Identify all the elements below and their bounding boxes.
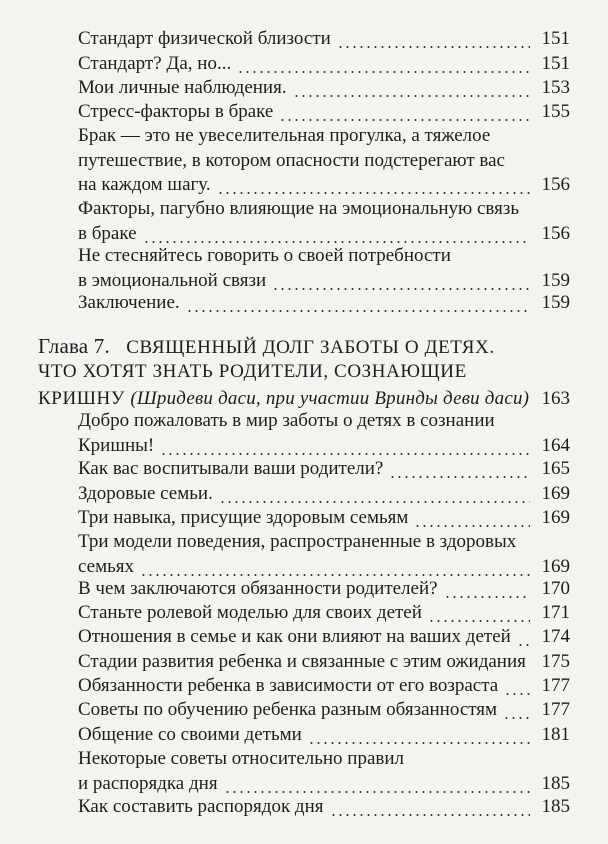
dot-leader <box>217 192 530 194</box>
dot-leader <box>293 95 530 97</box>
dot-leader <box>330 814 531 816</box>
dot-leader <box>272 288 530 290</box>
page-number: 159 <box>541 269 570 291</box>
chapter-label: Глава 7. <box>38 334 110 358</box>
dot-leader <box>160 453 530 455</box>
page-number: 169 <box>541 555 570 577</box>
dot-leader <box>444 596 530 598</box>
entry-text: Стандарт физической близости <box>78 28 331 49</box>
entry-text: Заключение. <box>78 292 180 313</box>
page-number: 177 <box>541 699 570 720</box>
dot-leader <box>503 717 530 719</box>
page-number: 175 <box>541 651 570 672</box>
entry-text: Советы по обучению ребенка разным обязанностям <box>78 699 498 720</box>
dot-leader <box>237 71 530 73</box>
dot-leader <box>504 693 530 695</box>
entry-text: Факторы, пагубно влияющие на эмоциональную связь <box>78 198 520 219</box>
page-number: 164 <box>541 434 570 456</box>
entry-text: и распорядка дня <box>78 772 218 794</box>
dot-leader <box>219 501 530 503</box>
entry-text: Как составить распорядок дня <box>78 796 324 817</box>
dot-leader <box>143 241 530 243</box>
entry-text: В чем заключаются обязанности родителей? <box>78 578 438 599</box>
entry-text: Три навыка, присущие здоровым семьям <box>78 507 409 528</box>
chapter-title-line <box>38 385 529 410</box>
entry-text: Некоторые советы относительно правил <box>78 748 405 769</box>
page-number: 151 <box>541 53 570 74</box>
entry-text: Брак — это не увеселительная прогулка, а тяжелое <box>78 125 491 146</box>
entry-text: Стандарт? Да, но... <box>78 53 232 74</box>
page-number: 159 <box>541 292 570 313</box>
chapter-authors: (Шридеви даси, при участии Вринды деви даси) <box>130 388 530 409</box>
dot-leader <box>428 620 530 622</box>
page-number: 171 <box>541 602 570 623</box>
entry-text: семьях <box>78 555 135 577</box>
page-number: 165 <box>541 458 570 479</box>
dot-leader <box>279 119 530 121</box>
chapter-title: СВЯЩЕННЫЙ ДОЛГ ЗАБОТЫ О ДЕТЯХ. <box>126 337 495 358</box>
entry-text: Стадии развития ребенка и связанные с этим ожидания <box>78 651 526 672</box>
entry-text: Не стесняйтесь говорить о своей потребности <box>78 245 451 266</box>
dot-leader <box>140 574 530 576</box>
page-number: 169 <box>541 483 570 504</box>
dot-leader <box>337 46 530 48</box>
dot-leader <box>224 791 530 793</box>
chapter-title: КРИШНУ <box>38 388 125 409</box>
entry-text: на каждом шагу. <box>78 174 211 196</box>
entry-text: Станьте ролевой моделью для своих детей <box>78 602 422 623</box>
chapter-title-line <box>38 334 529 359</box>
dot-leader <box>308 742 530 744</box>
entry-text: в браке <box>78 222 137 244</box>
entry-text: путешествие, в котором опасности подстерегают вас <box>78 149 505 171</box>
page-number: 155 <box>541 101 570 122</box>
chapter-title: ЧТО ХОТЯТ ЗНАТЬ РОДИТЕЛИ, СОЗНАЮЩИЕ <box>38 361 467 382</box>
entry-text: Три модели поведения, распространенные в здоровых <box>78 531 517 552</box>
entry-text: Отношения в семье и как они влияют на ваших детей <box>78 626 511 647</box>
dot-leader <box>186 310 530 312</box>
entry-text: Добро пожаловать в мир заботы о детях в сознании <box>78 410 495 431</box>
dot-leader <box>389 476 530 478</box>
dot-leader <box>414 525 530 527</box>
entry-text: Стресс-факторы в браке <box>78 101 274 122</box>
entry-text: Общение со своими детьми <box>78 724 302 745</box>
page-number: 153 <box>541 77 570 98</box>
page-number: 151 <box>541 28 570 49</box>
entry-text: в эмоциональной связи <box>78 269 267 291</box>
page-number: 156 <box>541 174 570 196</box>
dot-leader <box>517 644 530 646</box>
page-number: 185 <box>541 772 570 794</box>
entry-text: Здоровые семьи. <box>78 483 213 504</box>
entry-text: Обязанности ребенка в зависимости от его возраста <box>78 675 499 696</box>
page-number: 169 <box>541 507 570 528</box>
entry-text: Мои личные наблюдения. <box>78 77 287 98</box>
page-number: 156 <box>541 222 570 244</box>
page-number: 174 <box>541 626 570 647</box>
page-number: 181 <box>541 724 570 745</box>
entry-text: Кришны! <box>78 434 155 456</box>
page-number: 177 <box>541 675 570 696</box>
page-number: 163 <box>541 388 570 409</box>
chapter-heading <box>38 334 529 410</box>
page-number: 170 <box>541 578 570 599</box>
page-number: 185 <box>541 796 570 817</box>
entry-text: Как вас воспитывали ваши родители? <box>78 458 384 479</box>
